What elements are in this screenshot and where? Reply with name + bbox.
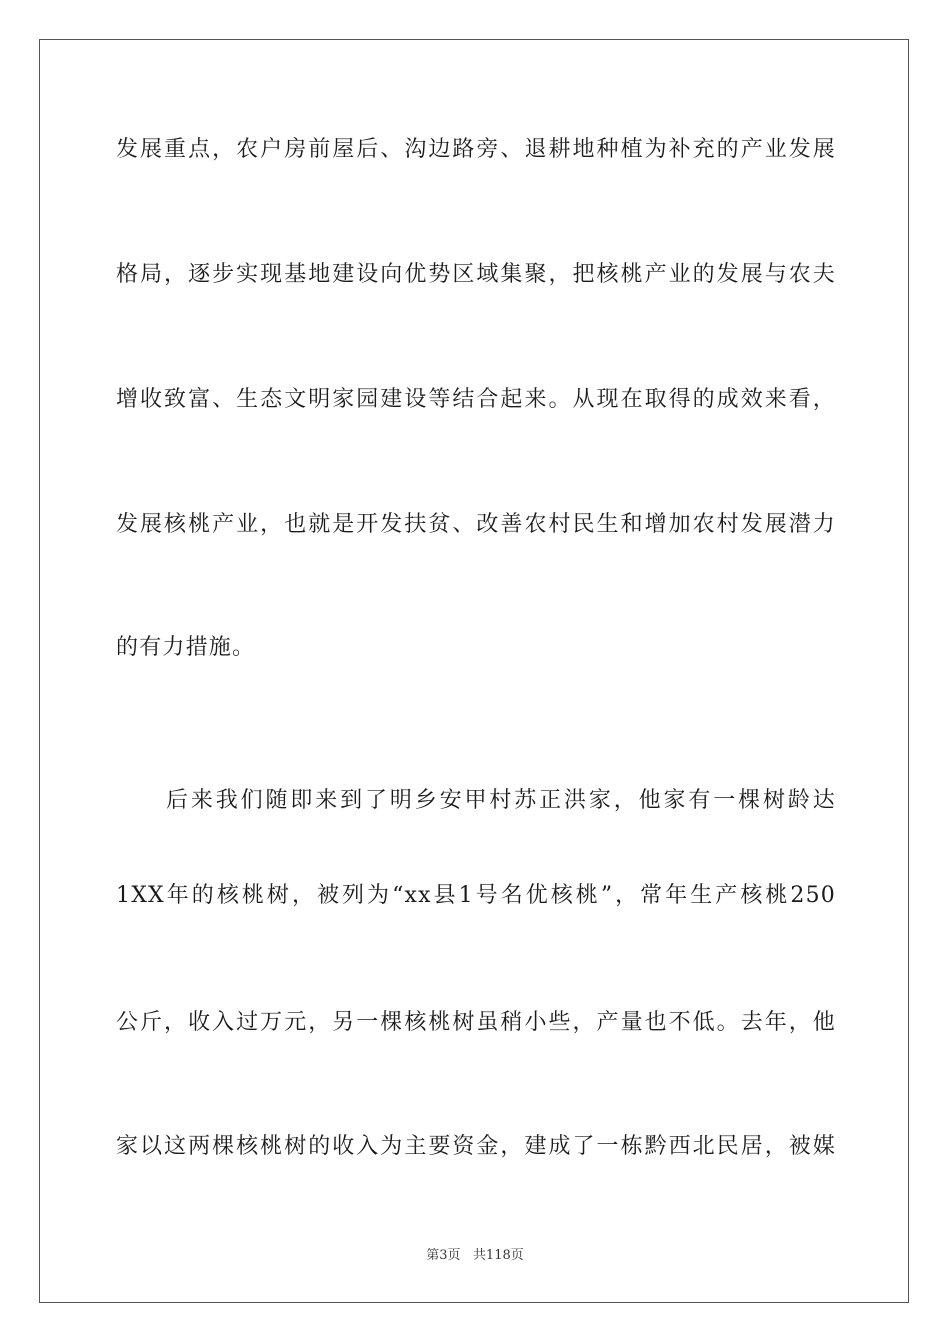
- text-line: 1XX年的核桃树，被列为“xx县1号名优核桃”，常年生产核桃250: [116, 883, 836, 908]
- text-line: 后来我们随即来到了明乡安甲村苏正洪家，他家有一棵树龄达: [166, 788, 836, 813]
- text-line: 格局，逐步实现基地建设向优势区域集聚，把核桃产业的发展与农夫: [116, 262, 836, 287]
- page-border: [39, 39, 909, 1303]
- page-number-footer: 第3页 共118页: [426, 1248, 524, 1263]
- text-line: 发展核桃产业，也就是开发扶贫、改善农村民生和增加农村发展潜力: [116, 512, 836, 537]
- text-line: 发展重点，农户房前屋后、沟边路旁、退耕地种植为补充的产业发展: [116, 137, 836, 162]
- text-line: 增收致富、生态文明家园建设等结合起来。从现在取得的成效来看，: [116, 387, 836, 412]
- text-line: 家以这两棵核桃树的收入为主要资金，建成了一栋黔西北民居，被媒: [116, 1134, 836, 1159]
- text-line: 的有力措施。: [116, 635, 256, 660]
- text-line: 公斤，收入过万元，另一棵核桃树虽稍小些，产量也不低。去年，他: [116, 1010, 836, 1035]
